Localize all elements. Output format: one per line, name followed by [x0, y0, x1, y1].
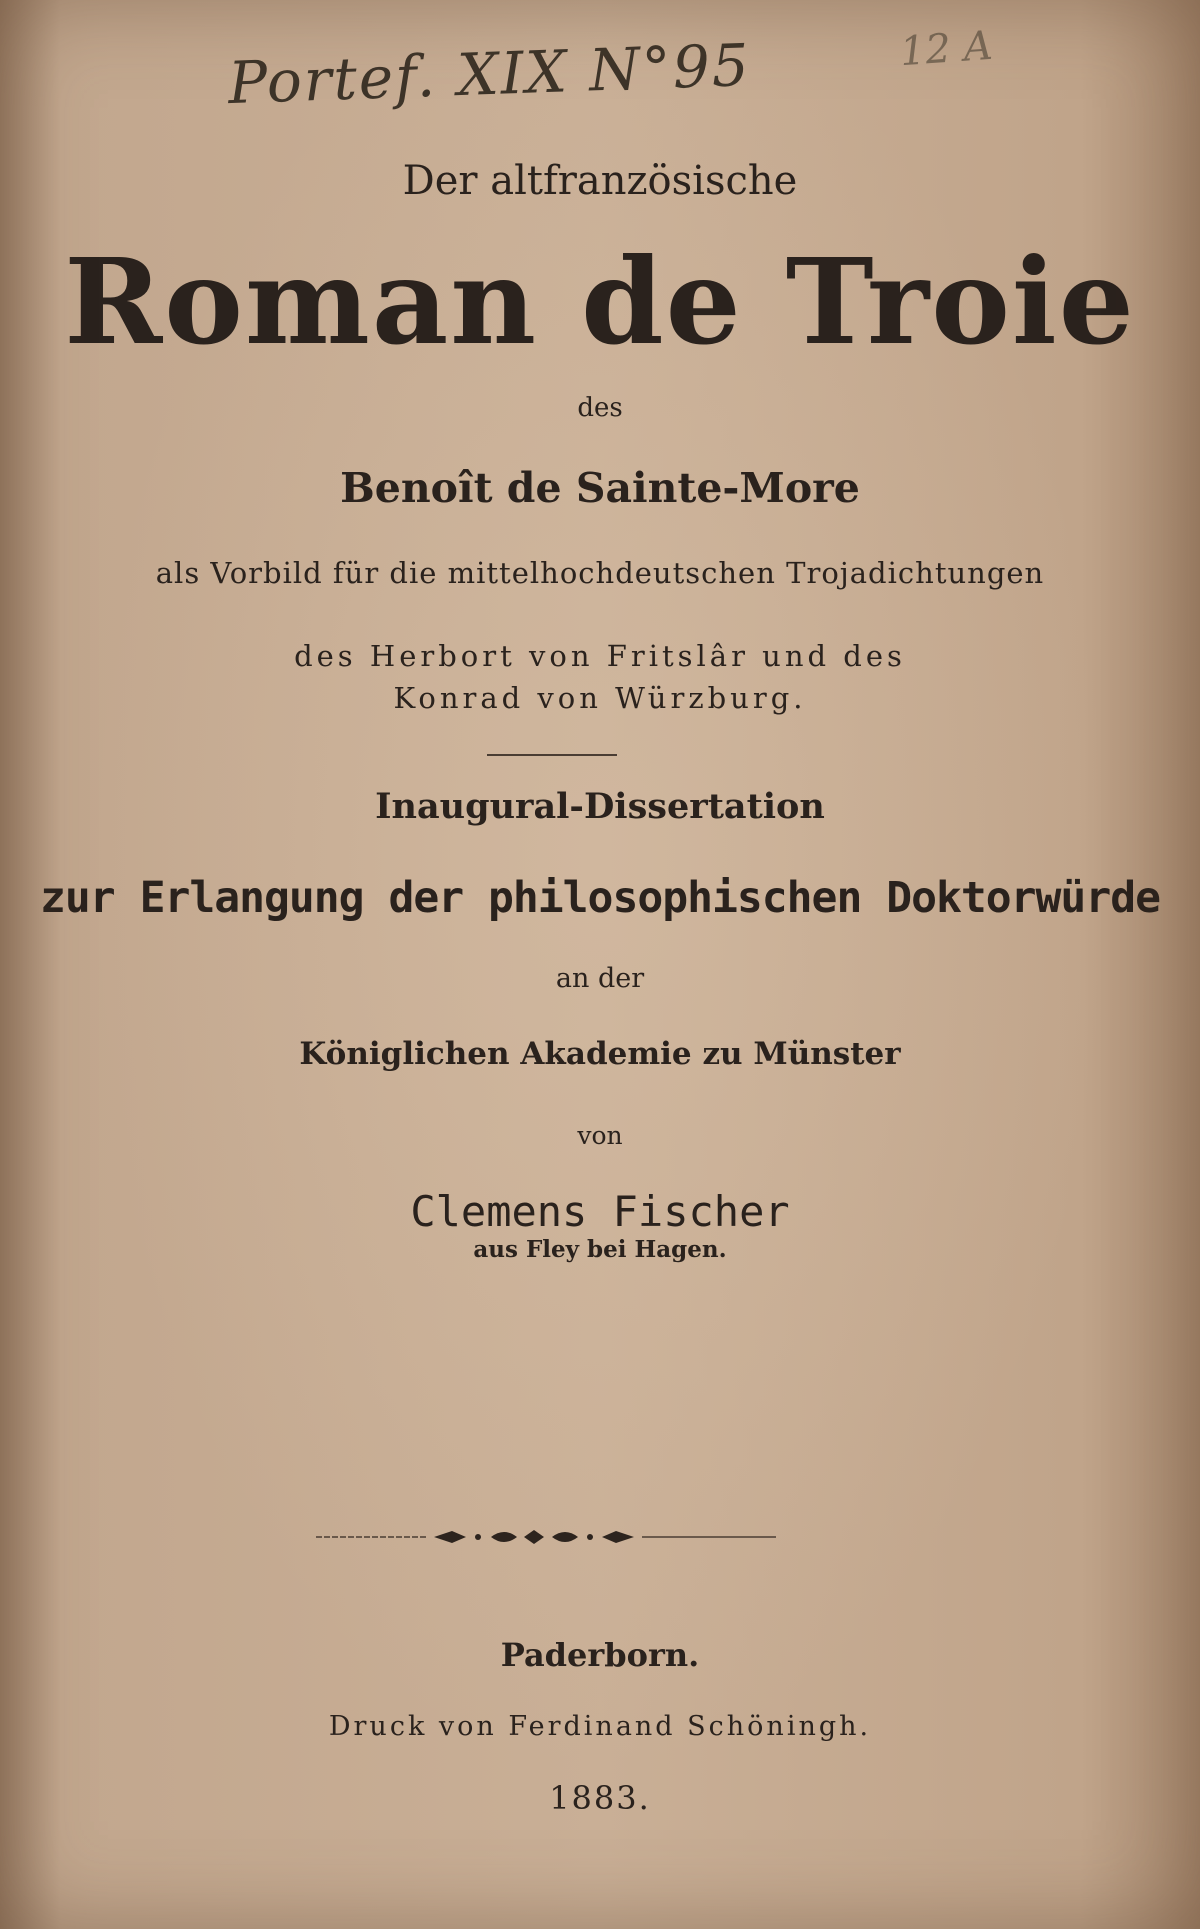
- publication-place: Paderborn.: [500, 1636, 700, 1674]
- author-name: Clemens Fischer: [410, 1187, 790, 1236]
- des-connector: des: [577, 393, 623, 423]
- author-origin: aus Fley bei Hagen.: [473, 1236, 727, 1263]
- dissertation-label: Inaugural-Dissertation: [375, 786, 825, 827]
- printer-line: Druck von Ferdinand Schöningh.: [328, 1711, 872, 1742]
- poet-line-2: Konrad von Würzburg.: [393, 681, 807, 715]
- handwritten-shelfmark: Portef. XIX N°95: [226, 30, 752, 118]
- handwritten-corner-note: 12 A: [898, 22, 994, 76]
- institution-name: Königlichen Akademie zu Münster: [299, 1036, 901, 1072]
- publication-year: 1883.: [549, 1779, 651, 1817]
- pre-title: Der altfranzösische: [402, 158, 798, 204]
- an-der-connector: an der: [555, 963, 645, 994]
- ornamental-divider-icon: [316, 1522, 776, 1552]
- original-author: Benoît de Sainte-More: [340, 464, 860, 512]
- poet-line-1: des Herbort von Fritslâr und des: [294, 639, 906, 673]
- model-line: als Vorbild für die mittelhochdeutschen Trojadichtungen: [155, 556, 1045, 590]
- von-connector: von: [577, 1121, 623, 1150]
- book-title: Roman de Troie: [64, 232, 1136, 371]
- degree-purpose: zur Erlangung der philosophischen Doktorwürde: [40, 873, 1160, 923]
- divider-rule: [487, 754, 617, 756]
